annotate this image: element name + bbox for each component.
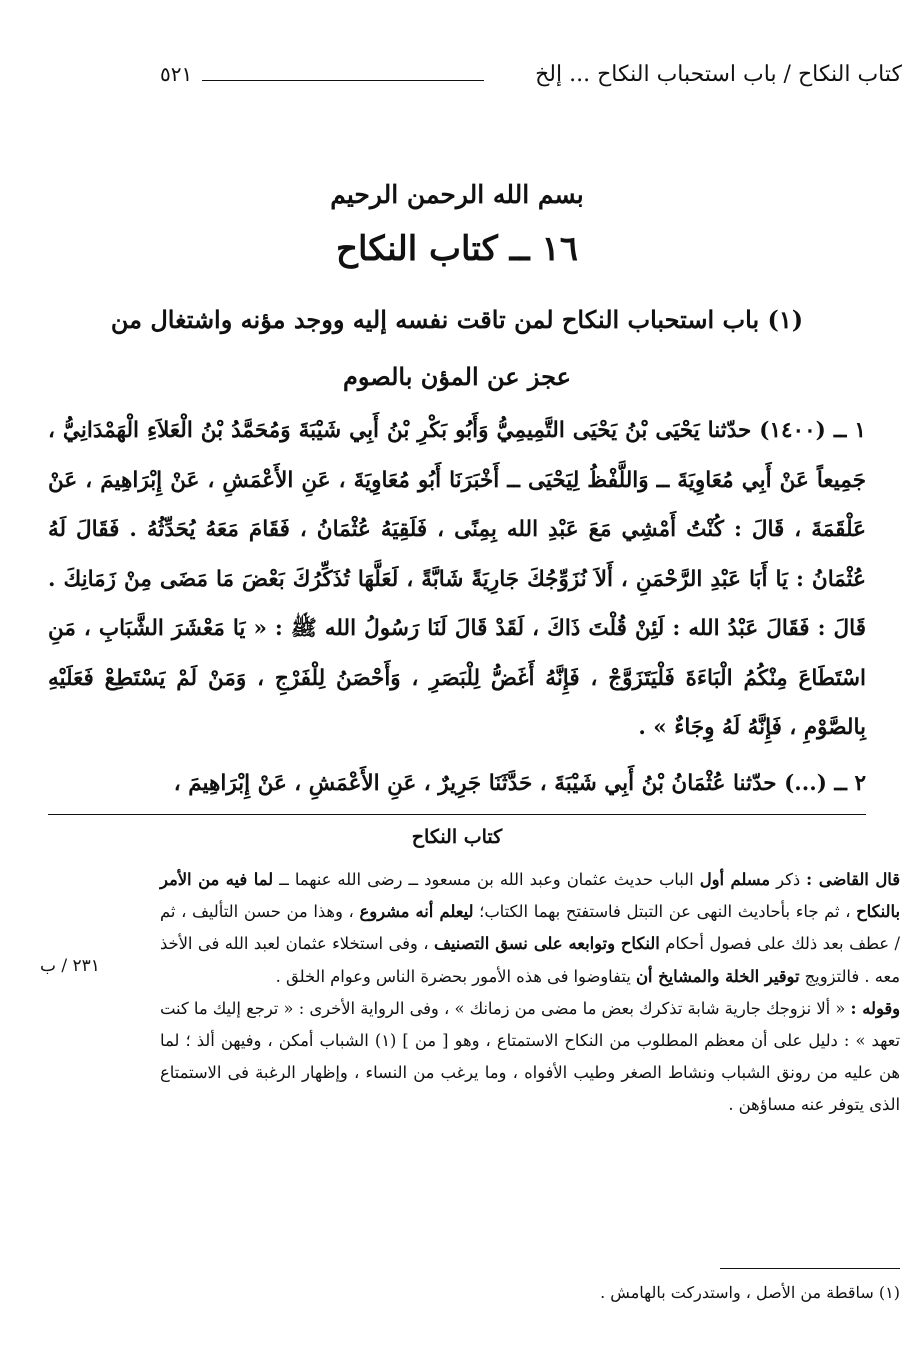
commentary-run: « ألا نزوجك جارية شابة تذكرك بعض ما مضى من زمانك » ، وفى الرواية الأخرى : « ترجع إليك ما كنت تعهد » : دليل على أن معظم المطلوب من النكاح الاستمتاع ، وهو [ من ] (١) الشباب أمكن ، وفيهن ألذ ؛ لما هن عليه من رونق الشباب ونشاط الصغر وطيب الأفواه ، وما يرغب من النساء ، وإظهار الرغبة فى الاستمتاع الذى يتوفر عنه مساؤهن . [160,998,900,1115]
book-title: ١٦ ــ كتاب النكاح [336,229,578,269]
running-title: كتاب النكاح / باب استحباب النكاح ... إلخ [535,62,902,87]
hadith-paragraph: ٢ ــ (...) حدّثنا عُثْمَانُ بْنُ أَبِي شَيْبَةَ ، حَدَّثَنَا جَرِيرٌ ، عَنِ الأَعْمَشِ ، عَنْ إِبْرَاهِيمَ ، [173,770,866,796]
commentary-run: يتفاوضوا فى هذه الأمور بحضرة الناس وعوام الخلق . [275,966,636,986]
footnote-rule [720,1268,900,1269]
footnote: (١) ساقطة من الأصل ، واستدركت بالهامش . [600,1283,900,1302]
hadith-paragraph: ١ ــ (١٤٠٠) حدّثنا يَحْيَى بْنُ يَحْيَى التَّمِيمِيُّ وَأَبُو بَكْرِ بْنُ أَبِي شَيْبَةَ وَمُحَمَّدُ بْنُ الْعَلاَءِ الْهَمْدَانِيُّ ، جَمِيعاً عَنْ أَبِي مُعَاوِيَةَ ــ وَاللَّفْظُ لِيَحْيَى ــ أَخْبَرَنَا أَبُو مُعَاوِيَةَ ، عَنِ الأَعْمَشِ ، عَنْ إِبْرَاهِيمَ ، عَنْ عَلْقَمَةَ ، قَالَ : كُنْتُ أَمْشِي مَعَ عَبْدِ الله بِمِنًى ، فَلَقِيَهُ عُثْمَانُ ، فَقَامَ مَعَهُ يُحَدِّثُهُ . فَقَالَ لَهُ عُثْمَانُ : يَا أَبَا عَبْدِ الرَّحْمَنِ ، أَلاَ نُزَوِّجُكَ جَارِيَةً شَابَّةً ، لَعَلَّهَا تُذَكِّرُكَ بَعْضَ مَا مَضَى مِنْ زَمَانِكَ . قَالَ : فَقَالَ عَبْدُ الله : لَئِنْ قُلْتَ ذَاكَ ، لَقَدْ قَالَ لَنَا رَسُولُ الله ﷺ : « يَا مَعْشَرَ الشَّبَابِ ، مَنِ اسْتَطَاعَ مِنْكُمُ الْبَاءَةَ فَلْيَتَزَوَّجْ ، فَإِنَّهُ أَغَضُّ لِلْبَصَرِ ، وَأَحْصَنُ لِلْفَرْجِ ، وَمَنْ لَمْ يَسْتَطِعْ فَعَلَيْهِ بِالصَّوْمِ ، فَإِنَّهُ لَهُ وِجَاءٌ » . [48,418,866,740]
commentary-text [160,864,900,1122]
header-rule [202,80,484,81]
commentary-bold-run: قال القاضى : [806,870,900,889]
commentary-bold-run: مسلم أول [699,870,771,889]
commentary-bold-run: ليعلم أنه مشروع [359,902,474,922]
basmala: بسم الله الرحمن الرحيم [330,180,584,209]
hadith-text [48,406,866,808]
section-separator [48,814,866,815]
commentary-paragraph [160,864,900,993]
commentary-bold-run: وقوله : [850,998,900,1018]
commentary-paragraph [160,993,900,1122]
commentary-bold-run: توقير الخلة والمشايخ أن [635,966,800,986]
commentary-bold-run: النكاح وتوابعه على نسق التصنيف [434,934,660,954]
chapter-title: (١) باب استحباب النكاح لمن تاقت نفسه إليه ووجد مؤنه واشتغال من عجز عن المؤن بالصوم [110,305,804,391]
commentary-run: ، ثم جاء بأحاديث النهى عن التبتل فاستفتح بهما الكتاب؛ [473,902,857,922]
commentary-run: ذكر [770,870,807,889]
commentary-run: الباب حديث عثمان وعبد الله بن مسعود ــ رضى الله عنهما ــ [273,870,700,889]
margin-note: ٢٣١ / ب [40,956,100,976]
running-header [160,58,902,98]
page-number: ٥٢١ [160,62,193,86]
commentary-title: كتاب النكاح [411,826,503,848]
commentary-run: ، وهذا من حسن التأليف ، ثم / عطف بعد ذلك على فصول أحكام [160,902,900,954]
commentary-run: ، وفى استخلاء عثمان لعبد الله فى الأخذ معه . فالتزويج [160,934,900,986]
commentary-bold-run: لما فيه من الأمر بالنكاح [160,870,900,922]
